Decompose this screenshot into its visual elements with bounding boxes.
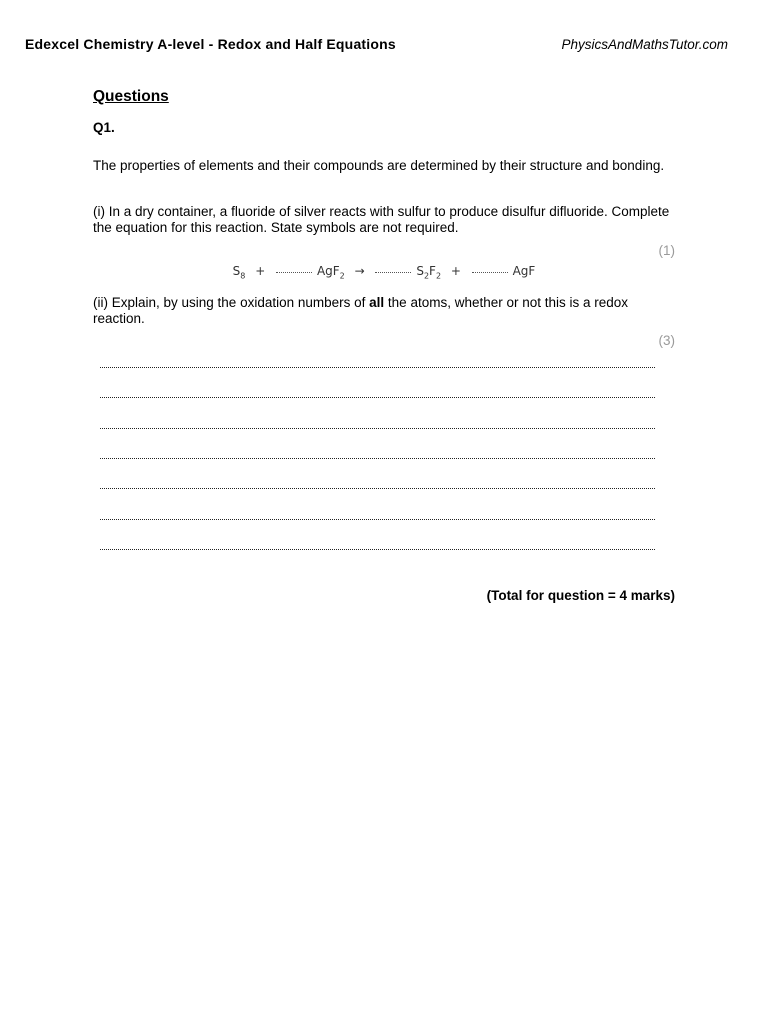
question-part-i: (i) In a dry container, a fluoride of silver reacts with sulfur to produce disulfur difluoride. Complete the equation for this reaction. State symbols are not required. bbox=[93, 204, 670, 235]
header-title: Edexcel Chemistry A-level - Redox and Half Equations bbox=[25, 36, 396, 52]
part-ii-marks: (3) bbox=[658, 333, 675, 348]
header-site: PhysicsAndMathsTutor.com bbox=[561, 37, 728, 52]
plus-sign: + bbox=[255, 264, 266, 278]
reactant-agf2: AgF$_2$ bbox=[316, 264, 345, 281]
answer-line[interactable] bbox=[100, 397, 655, 398]
part-i-marks: (1) bbox=[658, 243, 675, 258]
answer-line[interactable] bbox=[100, 428, 655, 429]
coefficient-blank[interactable] bbox=[472, 272, 508, 273]
question-number: Q1. bbox=[93, 120, 115, 135]
total-marks: (Total for question = 4 marks) bbox=[486, 588, 675, 603]
question-part-ii: (ii) Explain, by using the oxidation numbers of all the atoms, whether or not this is a redox reaction. bbox=[93, 295, 629, 326]
section-heading: Questions bbox=[93, 88, 169, 105]
coefficient-blank[interactable] bbox=[375, 272, 411, 273]
answer-line[interactable] bbox=[100, 488, 655, 489]
product-s2f2: $S_2F_2$ bbox=[416, 264, 442, 281]
product-agf: AgF bbox=[512, 264, 536, 278]
answer-line[interactable] bbox=[100, 519, 655, 520]
answer-line[interactable] bbox=[100, 549, 655, 550]
reaction-arrow: → bbox=[354, 264, 365, 278]
coefficient-blank[interactable] bbox=[276, 272, 312, 273]
reactant-s8: $S_8$ bbox=[232, 264, 246, 281]
answer-line[interactable] bbox=[100, 458, 655, 459]
answer-line[interactable] bbox=[100, 367, 655, 368]
plus-sign: + bbox=[450, 264, 461, 278]
question-intro: The properties of elements and their compounds are determined by their structure and bonding. bbox=[93, 158, 665, 173]
chemical-equation bbox=[0, 264, 768, 280]
